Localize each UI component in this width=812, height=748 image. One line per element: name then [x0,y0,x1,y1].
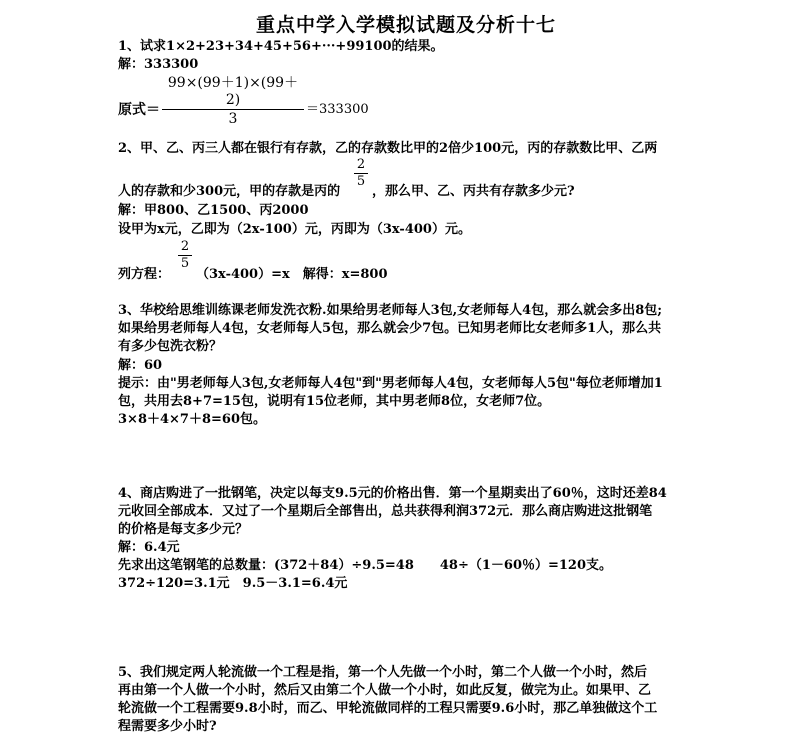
q2-fraction-num: 2 [356,157,366,172]
q3-calc: 3×8＋4×7＋8=60包。 [118,412,266,427]
q3-line2: 如果给男老师每人4包，女老师每人5包，那么就会少7包。已知男老师比女老师多1人，那么共 [118,321,662,336]
q2-question-line1: 2、甲、乙、丙三人都在银行有存款，乙的存款数比甲的2倍少100元，丙的存款数比甲、乙两 [118,141,658,156]
q3-line1: 3、华校给思维训练课老师发洗衣粉.如果给男老师每人3包,女老师每人4包，那么就会多出8包; [118,303,663,318]
fraction-bar [162,109,304,110]
page-title: 重点中学入学模拟试题及分析十七 [255,14,556,36]
q2-equation-label: 列方程： [118,267,171,282]
q1-formula-result: ＝333300 [306,102,369,117]
q4-line1: 4、商店购进了一批钢笔，决定以每支9.5元的价格出售．第一个星期卖出了60％，这时还差84 [118,486,667,501]
q3-hint1: 提示：由"男老师每人3包,女老师每人4包"到"男老师每人4包，女老师每人5包"每位老师增加1 [118,376,663,391]
q4-line2: 元收回全部成本．又过了一个星期后全部售出，总共获得利润372元．那么商店购进这批钢笔 [118,504,653,519]
q5-line1: 5、我们规定两人轮流做一个工程是指，第一个人先做一个小时，第二个人做一个小时，然后 [118,665,648,680]
q1-formula-numerator: 99×(99＋1)×(99＋2) [167,75,299,108]
q2-equation-fraction [178,240,192,271]
q1-answer: 解：333300 [118,57,199,72]
q5-line2: 再由第一个人做一个小时，然后又由第二个人做一个小时，如此反复，做完为止。如果甲、乙 [118,683,652,698]
q4-line3: 的价格是每支多少元？ [118,522,249,537]
q2-question-line2-a: 人的存款和少300元，甲的存款是丙的 [118,184,341,199]
q1-formula-denominator: 3 [228,111,238,127]
q2-question-line2-b: ，那么甲、乙、丙共有存款多少元? [372,184,575,199]
q4-answer: 解：6.4元 [118,540,180,555]
q3-line3: 有多少包洗衣粉？ [118,339,223,354]
q2-answer: 解：甲800、乙1500、丙2000 [118,203,309,218]
q2-equation-fraction-den: 5 [180,256,190,271]
q1-formula-fraction [162,72,304,127]
q2-equation-fraction-num: 2 [180,239,190,254]
q4-step2: 372÷120=3.1元 9.5－3.1=6.4元 [118,576,348,591]
q1-formula-label: 原式＝ [118,102,160,118]
q2-fraction-den: 5 [356,174,366,189]
q5-line3: 轮流做一个工程需要9.8小时，而乙、甲轮流做同样的工程只需要9.6小时，那乙单独做这个工 [118,701,658,716]
q4-step1: 先求出这笔钢笔的总数量：(372＋84）÷9.5=48 48÷（1－60％）=120支。 [118,558,613,573]
q1-question: 1、试求1×2+23+34+45+56+···+99100的结果。 [118,39,444,54]
q3-answer: 解：60 [118,358,163,373]
q2-fraction [354,158,368,189]
q2-setup: 设甲为x元，乙即为（2x-100）元，丙即为（3x-400）元。 [118,222,471,237]
q2-equation-rest: （3x-400）=x 解得：x=800 [196,267,388,282]
q5-line4: 程需要多少小时? [118,719,217,734]
q3-hint2: 包，共用去8+7=15包，说明有15位老师，其中男老师8位，女老师7位。 [118,394,551,409]
